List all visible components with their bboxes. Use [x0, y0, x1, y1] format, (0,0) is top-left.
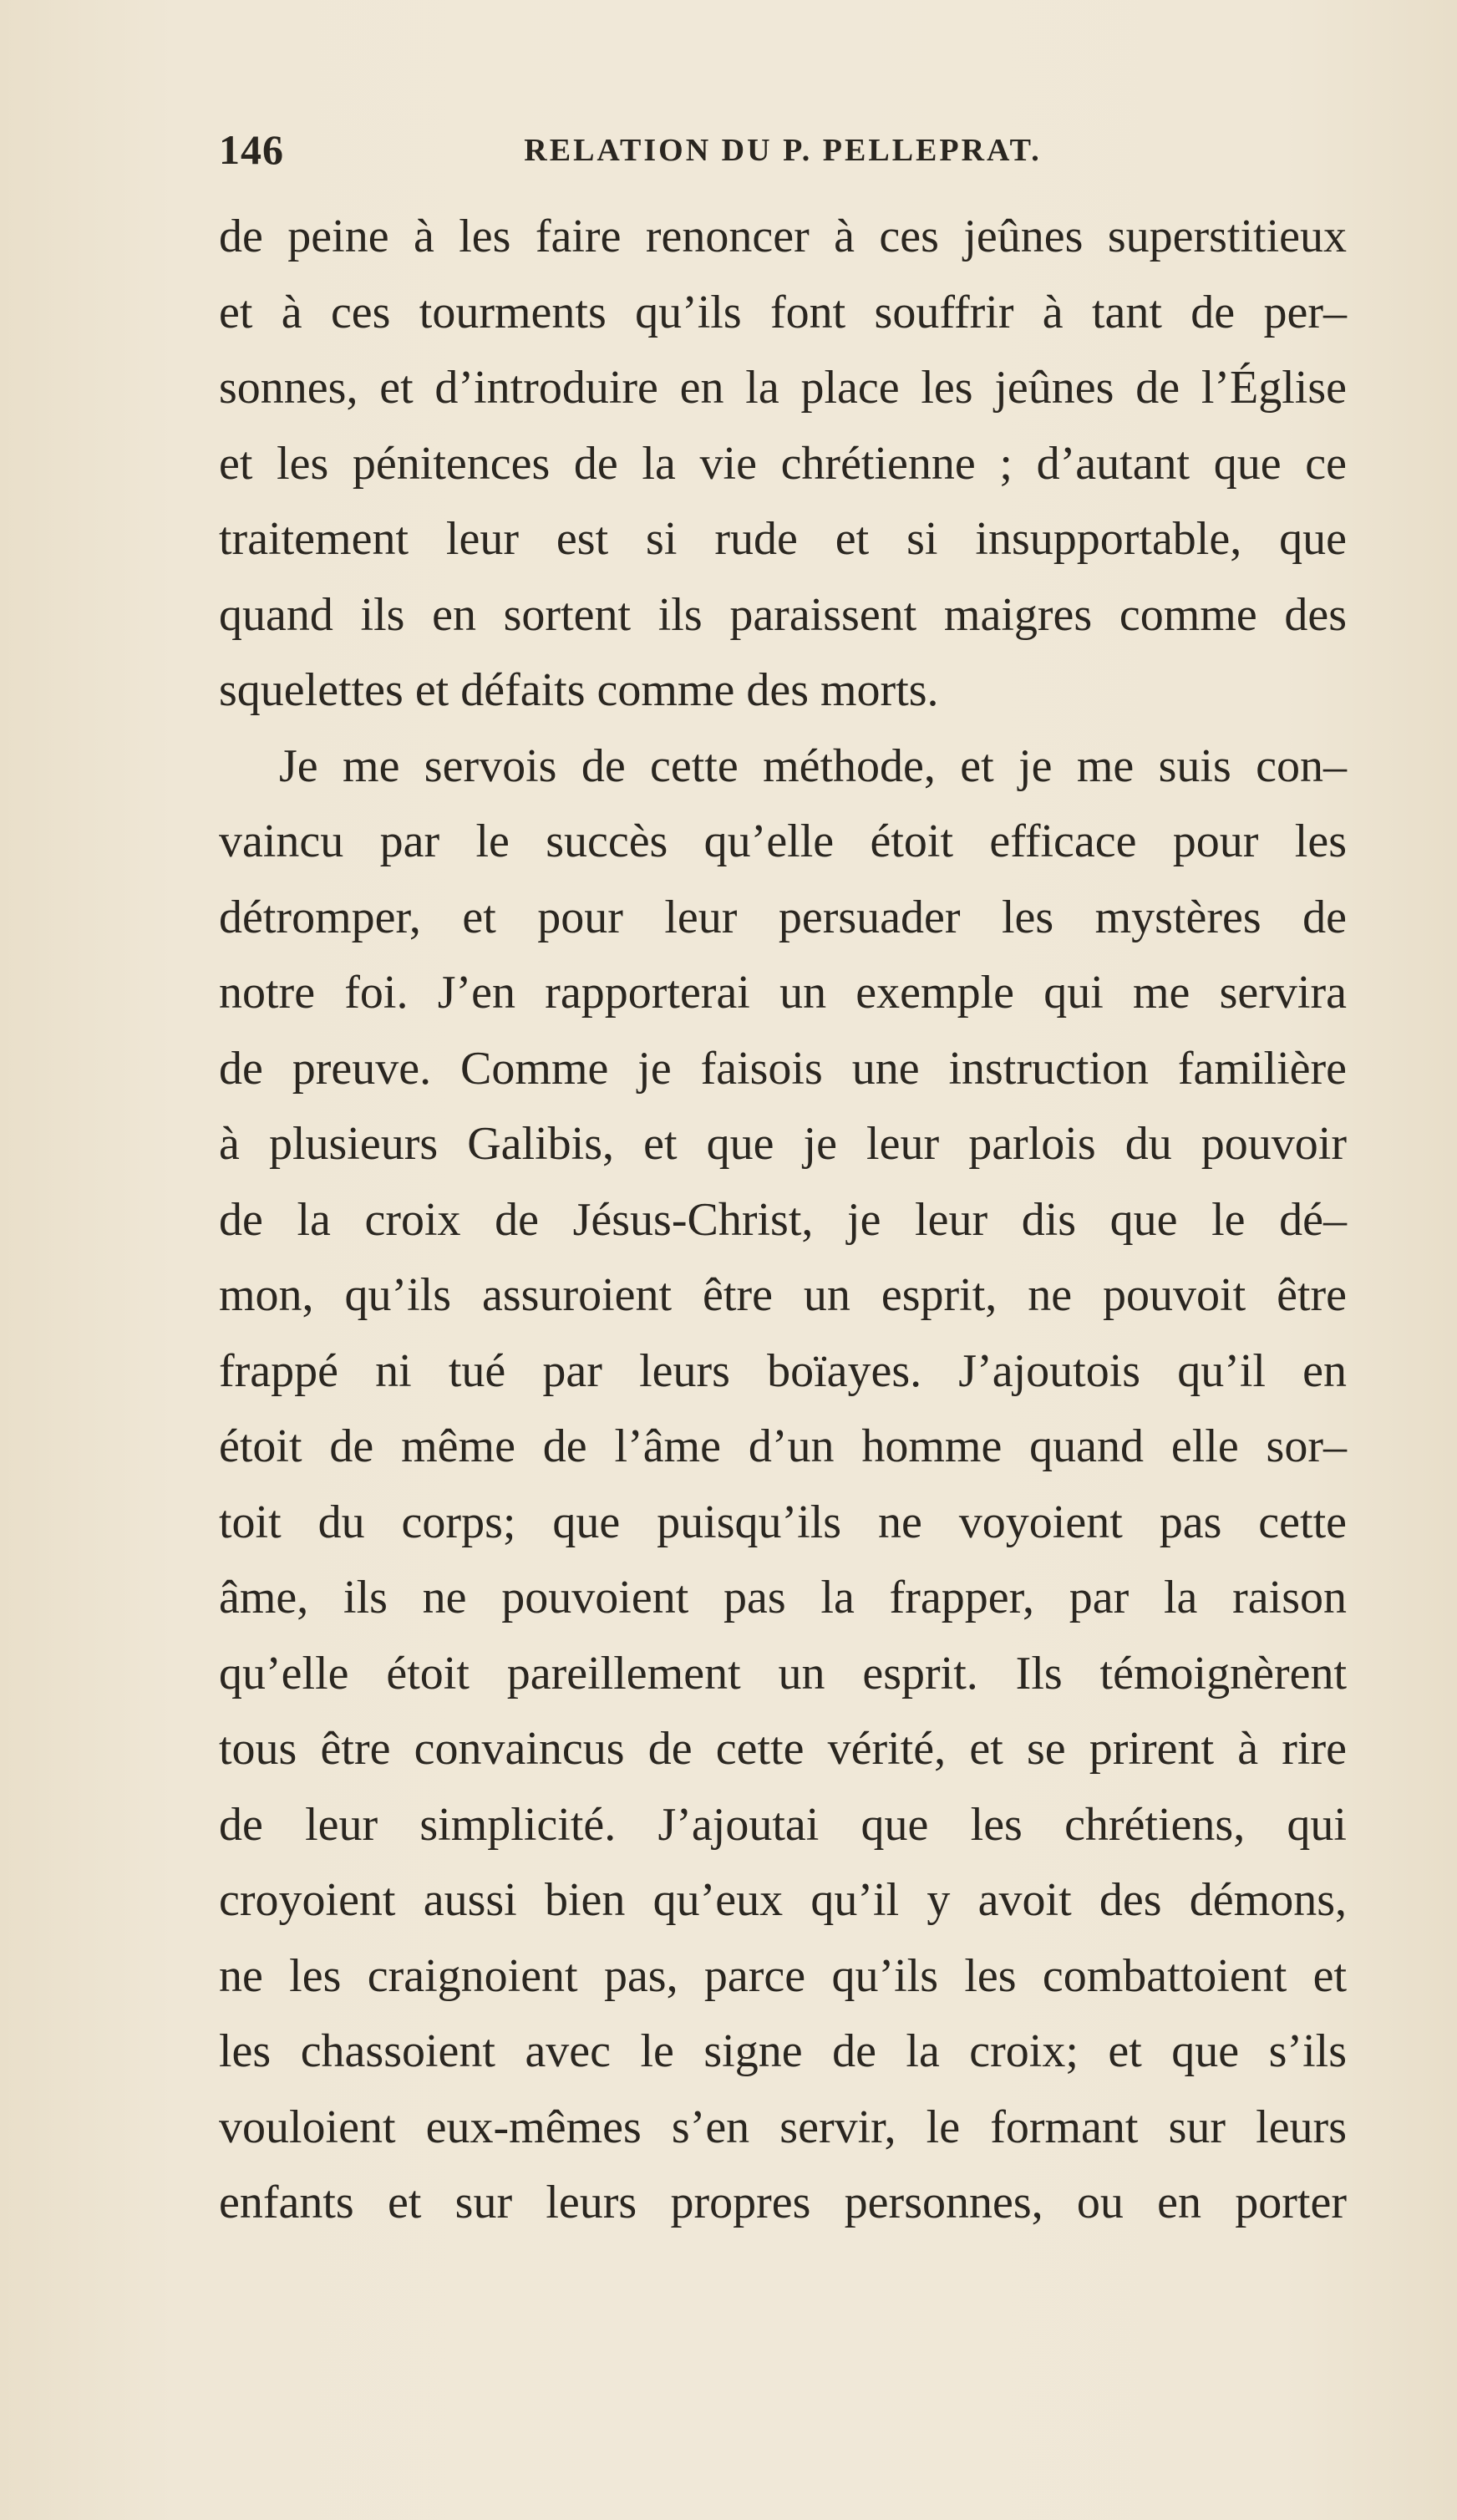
- body-text: [219, 199, 1347, 2241]
- text-line: et à ces tourments qu’ils font souffrir à tant de per–: [219, 286, 1347, 338]
- page-header: [219, 125, 1347, 184]
- text-line: mon, qu’ils assuroient être un esprit, ne pouvoit être: [219, 1269, 1347, 1321]
- text-line: à plusieurs Galibis, et que je leur parlois du pouvoir: [219, 1118, 1347, 1170]
- text-line: squelettes et défaits comme des morts.: [219, 664, 939, 716]
- text-line: tous être convaincus de cette vérité, et se prirent à rire: [219, 1723, 1347, 1775]
- text-line: de preuve. Comme je faisois une instruction familière: [219, 1042, 1347, 1095]
- text-line: vouloient eux-mêmes s’en servir, le formant sur leurs: [219, 2101, 1347, 2153]
- text-line: ne les craignoient pas, parce qu’ils les combattoient et: [219, 1949, 1347, 2002]
- text-line: de leur simplicité. J’ajoutai que les chrétiens, qui: [219, 1798, 1347, 1851]
- text-line: les chassoient avec le signe de la croix; et que s’ils: [219, 2025, 1347, 2077]
- text-line: qu’elle étoit pareillement un esprit. Ils témoignèrent: [219, 1647, 1347, 1699]
- text-line: détromper, et pour leur persuader les mystères de: [219, 891, 1347, 943]
- text-line: âme, ils ne pouvoient pas la frapper, par la raison: [219, 1572, 1347, 1623]
- text-line: quand ils en sortent ils paraissent maigres comme des: [219, 588, 1347, 641]
- text-line: de la croix de Jésus-Christ, je leur dis que le dé–: [219, 1193, 1347, 1246]
- text-line: Je me servois de cette méthode, et je me suis con–: [279, 739, 1347, 792]
- text-line: de peine à les faire renoncer à ces jeûnes superstitieux: [219, 211, 1347, 262]
- text-line: sonnes, et d’introduire en la place les jeûnes de l’Église: [219, 362, 1347, 414]
- page-number: 146: [219, 126, 284, 173]
- text-line: notre foi. J’en rapporterai un exemple qui me servira: [219, 967, 1347, 1019]
- text-line: enfants et sur leurs propres personnes, ou en porter: [219, 2177, 1347, 2228]
- text-line: étoit de même de l’âme d’un homme quand elle sor–: [219, 1420, 1347, 1472]
- text-line: traitement leur est si rude et si insupportable, que: [219, 513, 1347, 565]
- text-line: vaincu par le succès qu’elle étoit efficace pour les: [219, 815, 1347, 867]
- text-line: et les pénitences de la vie chrétienne ; d’autant que ce: [219, 437, 1347, 490]
- text-line: toit du corps; que puisqu’ils ne voyoient pas cette: [219, 1496, 1347, 1548]
- running-head: RELATION DU P. PELLEPRAT.: [524, 133, 1042, 168]
- text-line: croyoient aussi bien qu’eux qu’il y avoit des démons,: [219, 1874, 1347, 1926]
- text-line: frappé ni tué par leurs boïayes. J’ajoutois qu’il en: [219, 1344, 1347, 1397]
